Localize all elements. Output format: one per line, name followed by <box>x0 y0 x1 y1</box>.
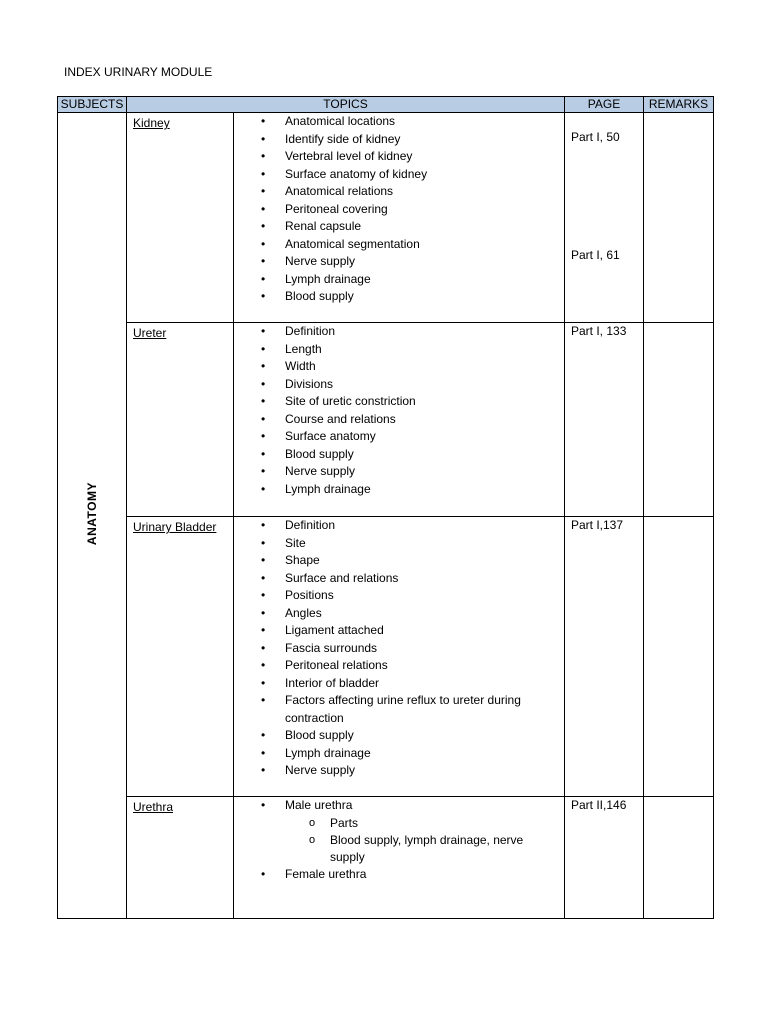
topics-cell-kidney <box>234 113 565 323</box>
section-name-ureter: Ureter <box>127 323 234 517</box>
list-item: • Length <box>285 341 564 359</box>
topic-list <box>234 323 564 498</box>
table-row-kidney <box>58 113 714 323</box>
sub-list-item: o Parts <box>330 815 564 832</box>
list-item: • Lymph drainage <box>285 745 564 763</box>
topic-text: Male urethra <box>285 798 353 812</box>
list-item: • Definition <box>285 323 564 341</box>
list-item: • Lymph drainage <box>285 271 564 289</box>
topic-list <box>234 113 564 306</box>
sub-topic-list <box>285 815 564 866</box>
list-item: • Positions <box>285 587 564 605</box>
page-cell-urinary-bladder <box>565 517 644 797</box>
remarks-cell-urethra <box>644 797 714 919</box>
list-item: • Blood supply <box>285 727 564 745</box>
list-item: • Width <box>285 358 564 376</box>
list-item: • Nerve supply <box>285 463 564 481</box>
list-item: • Anatomical locations <box>285 113 564 131</box>
table-row-urinary-bladder <box>58 517 714 797</box>
list-item: • Nerve supply <box>285 253 564 271</box>
section-name-kidney: Kidney <box>127 113 234 323</box>
list-item: • Surface anatomy <box>285 428 564 446</box>
remarks-cell-kidney <box>644 113 714 323</box>
page-cell-ureter <box>565 323 644 517</box>
list-item: • Renal capsule <box>285 218 564 236</box>
topic-list <box>234 517 564 780</box>
list-item: • Factors affecting urine reflux to ureter during contraction <box>285 692 564 727</box>
list-item: • Lymph drainage <box>285 481 564 499</box>
list-item: • Fascia surrounds <box>285 640 564 658</box>
page-reference: Part I, 133 <box>571 324 627 338</box>
list-item: • Definition <box>285 517 564 535</box>
subject-cell <box>58 113 127 919</box>
page-header: PAGE <box>565 97 644 113</box>
section-name-urethra: Urethra <box>127 797 234 919</box>
page-reference: Part I,137 <box>571 518 624 532</box>
list-item: • Surface and relations <box>285 570 564 588</box>
list-item: • Nerve supply <box>285 762 564 780</box>
topics-cell-urinary-bladder <box>234 517 565 797</box>
list-item: • Anatomical segmentation <box>285 236 564 254</box>
topics-cell-urethra <box>234 797 565 919</box>
list-item: • Vertebral level of kidney <box>285 148 564 166</box>
header-row <box>58 97 714 113</box>
list-item: • Divisions <box>285 376 564 394</box>
document-title: INDEX URINARY MODULE <box>64 65 213 79</box>
page-reference: Part II,146 <box>571 798 627 812</box>
list-item: • Site <box>285 535 564 553</box>
list-item: • Peritoneal covering <box>285 201 564 219</box>
page-cell-kidney <box>565 113 644 323</box>
page-reference: Part I, 50 <box>571 130 620 144</box>
table-row-ureter <box>58 323 714 517</box>
sub-list-item: o Blood supply, lymph drainage, nerve supply <box>330 832 564 866</box>
list-item: • Identify side of kidney <box>285 131 564 149</box>
page-reference: Part I, 61 <box>571 247 620 262</box>
section-name-urinary-bladder: Urinary Bladder <box>127 517 234 797</box>
index-table <box>57 96 714 919</box>
list-item: • Female urethra <box>285 866 564 884</box>
subject-label: ANATOMY <box>85 482 99 546</box>
list-item: • Shape <box>285 552 564 570</box>
list-item: • Surface anatomy of kidney <box>285 166 564 184</box>
subjects-header: SUBJECTS <box>58 97 127 113</box>
remarks-cell-urinary-bladder <box>644 517 714 797</box>
table-row-urethra <box>58 797 714 919</box>
topics-cell-ureter <box>234 323 565 517</box>
topic-list <box>234 797 564 883</box>
list-item: • Ligament attached <box>285 622 564 640</box>
list-item: • Blood supply <box>285 446 564 464</box>
list-item: • Blood supply <box>285 288 564 306</box>
remarks-cell-ureter <box>644 323 714 517</box>
list-item: • Course and relations <box>285 411 564 429</box>
topics-header: TOPICS <box>127 97 565 113</box>
list-item <box>285 797 564 866</box>
list-item: • Angles <box>285 605 564 623</box>
list-item: • Peritoneal relations <box>285 657 564 675</box>
remarks-header: REMARKS <box>644 97 714 113</box>
list-item: • Anatomical relations <box>285 183 564 201</box>
list-item: • Site of uretic constriction <box>285 393 564 411</box>
page-cell-urethra <box>565 797 644 919</box>
list-item: • Interior of bladder <box>285 675 564 693</box>
